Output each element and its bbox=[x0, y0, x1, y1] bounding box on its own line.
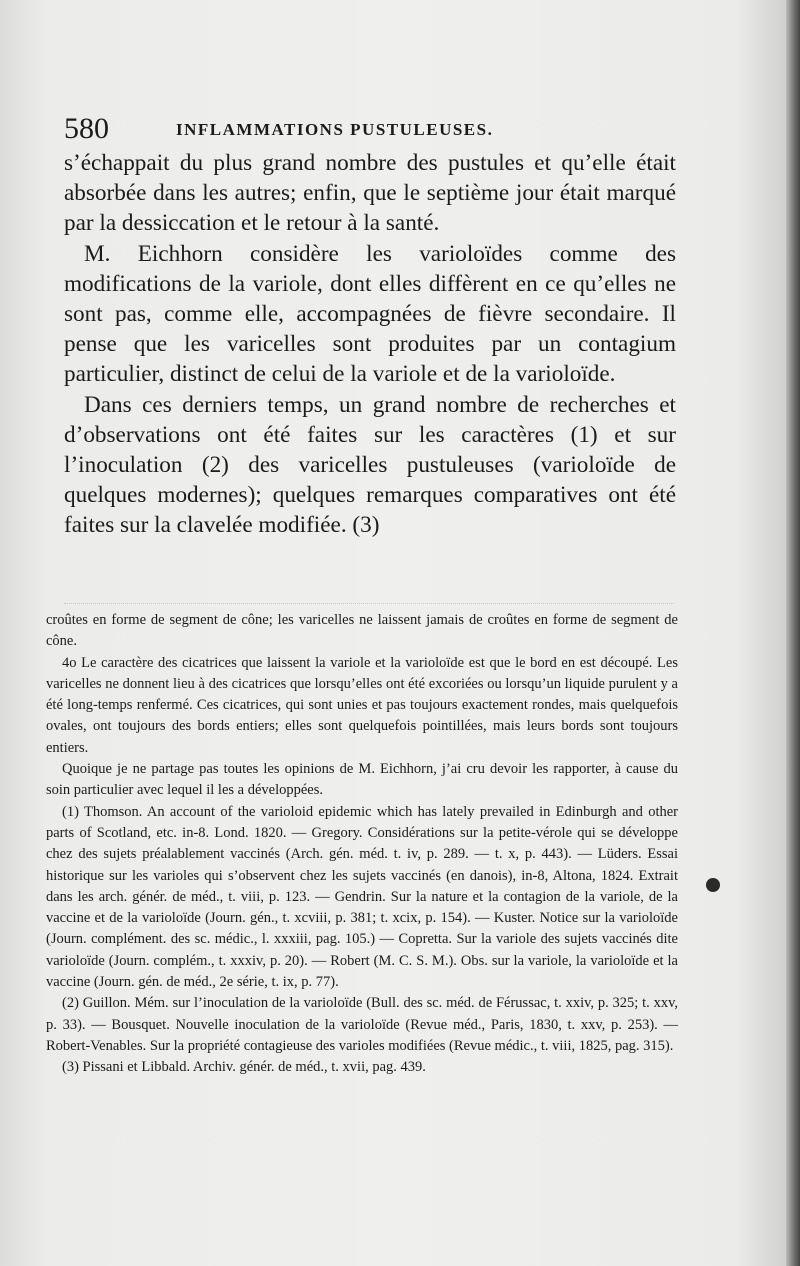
note-item-4: 4o Le caractère des cicatrices que laissent la variole et la varioloïde est que le bord en est découpé. Les varicelles ne donnent lieu à des cicatrices que lorsqu’elles ont été excoriées ou lorsqu’un liquide purulent y a été long-temps renfermé. Ces cicatrices, qui sont unies et pas toujours exactement rondes, mais quelquefois ovales, ont toujours des bords entiers; elles sont quelquefois pointillées, mais leurs bords sont toujours entiers. bbox=[46, 654, 678, 756]
note-continuation: croûtes en forme de segment de cône; les varicelles ne laissent jamais de croûtes en forme de segment de cône. bbox=[46, 612, 678, 650]
running-title: INFLAMMATIONS PUSTULEUSES. bbox=[176, 120, 494, 139]
paragraph-1: s’échappait du plus grand nombre des pustules et qu’elle était absorbée dans les autres; enfin, que le septième jour était marqué par la dessiccation et le retour à la santé. bbox=[64, 150, 676, 237]
footnote-2: (2) Guillon. Mém. sur l’inoculation de la varioloïde (Bull. des sc. méd. de Férussac, t. xxiv, p. 325; t. xxv, p. 33). — Bousquet. Nouvelle inoculation de la varioloïde (Revue méd., Paris, 1830, t. xxv, p. 253). — Robert-Venables. Sur la propriété contagieuse des varioles modifiées (Revue médic., t. viii, 1825, pag. 315). bbox=[46, 995, 678, 1054]
footnote-1: (1) Thomson. An account of the varioloid epidemic which has lately prevailed in Edinburgh and other parts of Scotland, etc. in-8. Lond. 1820. — Gregory. Considérations sur la petite-vérole qui se développe chez des sujets préalablement vaccinés (Arch. gén. méd. t. iv, p. 289. — t. x, p. 443). — Lüders. Essai historique sur les varioles qui s’observent chez les sujets vaccinés (en danois), in-8, Altona, 1824. Extrait dans les arch. génér. de méd., t. viii, p. 123. — Gendrin. Sur la nature et la contagion de la variole, de la vaccine et de la varioloïde (Journ. gén., t. xcviii, p. 381; t. xcix, p. 154). — Kuster. Notice sur la varioloïde (Journ. complément. des sc. médic., l. xxxiii, pag. 105.) — Copretta. Sur la variole des sujets vaccinés dite varioloïde (Journ. complém., t. xxxiv, p. 20). — Robert (M. C. S. M.). Obs. sur la variole, la varioloïde et la vaccine (Journ. gén. de méd., 2e série, t. ix, p. 77). bbox=[46, 803, 678, 991]
paragraph-3: Dans ces derniers temps, un grand nombre de recherches et d’observations ont été faites sur les caractères (1) et sur l’inoculation (2) des varicelles pustuleuses (varioloïde de quelques modernes); quelques remarques comparatives ont été faites sur la clavelée modifiée. (3) bbox=[64, 391, 676, 539]
main-text bbox=[64, 148, 676, 541]
page-header bbox=[64, 112, 704, 146]
footnotes bbox=[46, 610, 678, 1079]
page-number: 580 bbox=[64, 112, 109, 145]
note-remark: Quoique je ne partage pas toutes les opinions de M. Eichhorn, j’ai cru devoir les rapporter, à cause du soin particulier avec lequel il les a développées. bbox=[46, 761, 678, 799]
page-gutter bbox=[786, 0, 800, 1266]
footnote-3: (3) Pissani et Libbald. Archiv. génér. de méd., t. xvii, pag. 439. bbox=[62, 1059, 426, 1076]
footnote-separator bbox=[64, 603, 674, 604]
paragraph-2: M. Eichhorn considère les varioloïdes comme des modifications de la variole, dont elles diffèrent en ce qu’elles ne sont pas, comme elle, accompagnées de fièvre secondaire. Il pense que les varicelles sont produites par un contagium particulier, distinct de celui de la variole et de la varioloïde. bbox=[64, 240, 676, 388]
ink-blot bbox=[706, 878, 720, 892]
